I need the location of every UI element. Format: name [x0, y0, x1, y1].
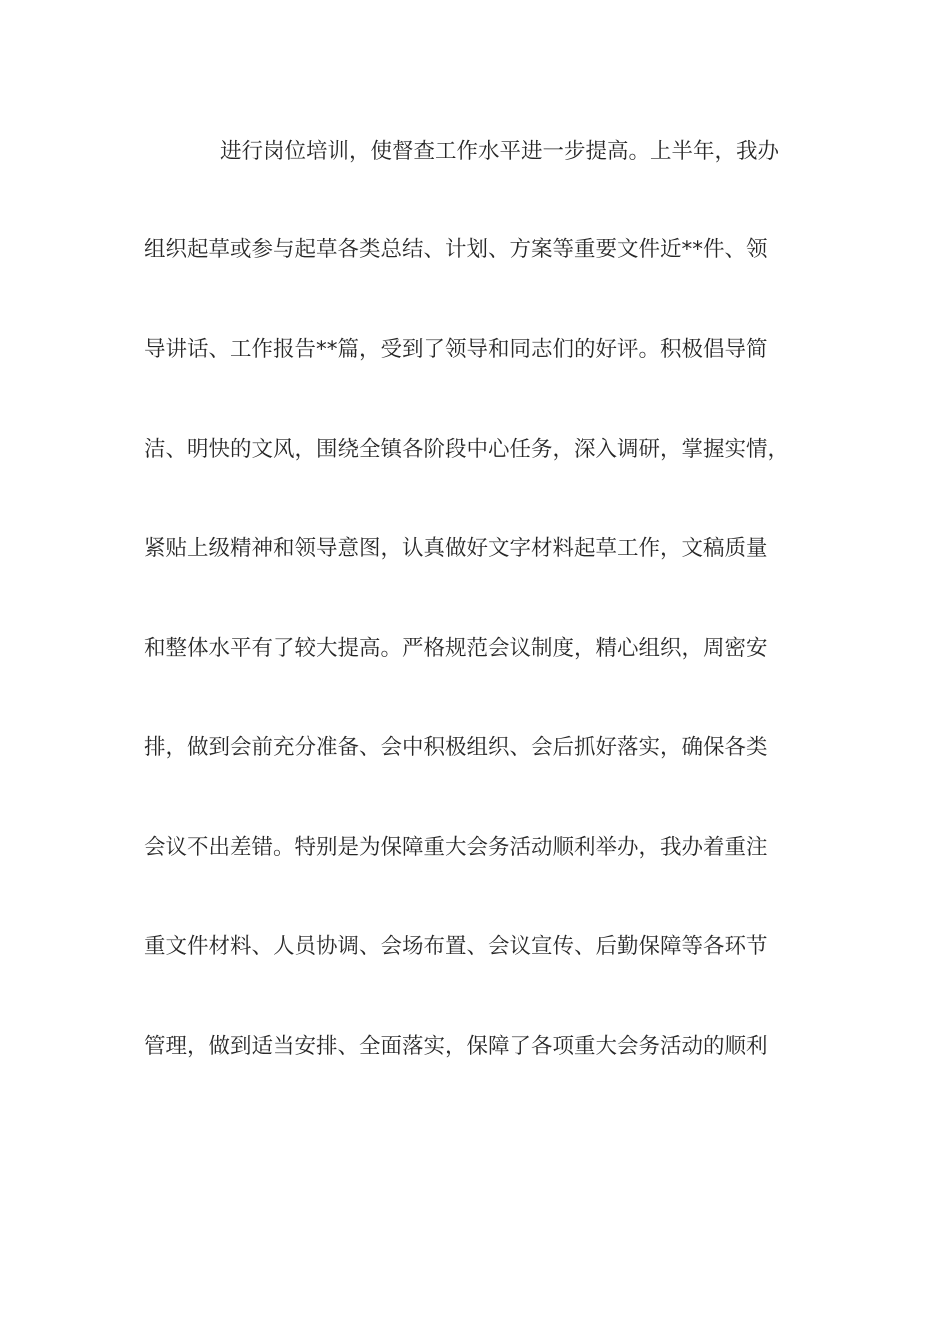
paragraph-line: 导讲话、工作报告**篇，受到了领导和同志们的好评。积极倡导简: [144, 337, 768, 362]
paragraph-line: 洁、明快的文风，围绕全镇各阶段中心任务，深入调研，掌握实情，: [144, 437, 790, 462]
paragraph-line: 紧贴上级精神和领导意图，认真做好文字材料起草工作，文稿质量: [144, 536, 768, 561]
paragraph-line: 和整体水平有了较大提高。严格规范会议制度，精心组织，周密安: [144, 636, 768, 661]
paragraph-line: 排，做到会前充分准备、会中积极组织、会后抓好落实，确保各类: [144, 735, 768, 760]
paragraph-line: 管理，做到适当安排、全面落实，保障了各项重大会务活动的顺利: [144, 1034, 768, 1059]
paragraph-line: 会议不出差错。特别是为保障重大会务活动顺利举办，我办着重注: [144, 835, 768, 860]
paragraph-line: 组织起草或参与起草各类总结、计划、方案等重要文件近**件、领: [144, 237, 768, 262]
paragraph-line: 进行岗位培训，使督查工作水平进一步提高。上半年，我办: [220, 139, 780, 164]
paragraph-line: 重文件材料、人员协调、会场布置、会议宣传、后勤保障等各环节: [144, 934, 768, 959]
